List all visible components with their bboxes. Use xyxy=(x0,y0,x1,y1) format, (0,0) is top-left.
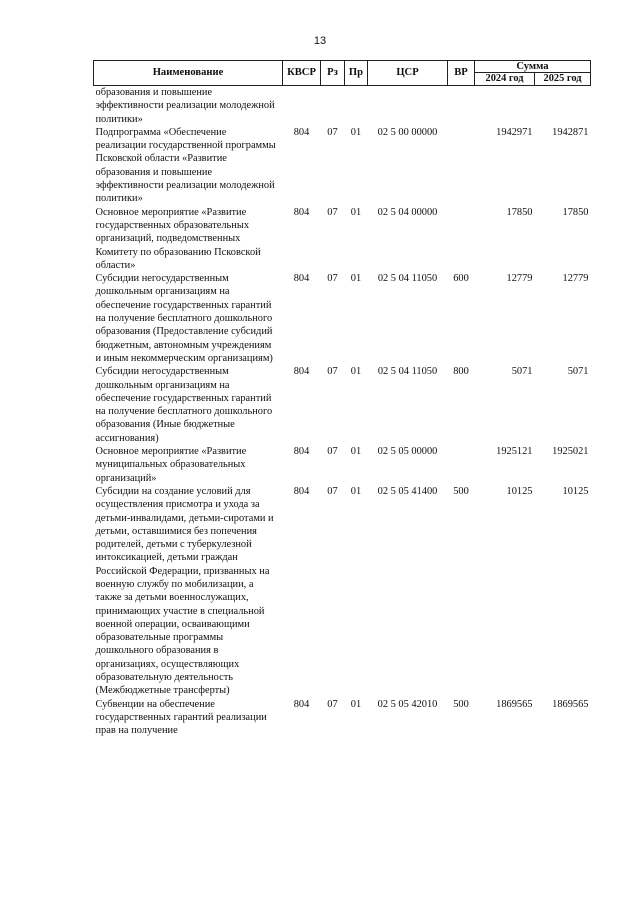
cell-pr: 01 xyxy=(350,698,362,710)
cell-sum-2024: 10125 xyxy=(506,485,533,497)
cell-rz: 07 xyxy=(327,698,338,710)
cell-name: Субсидии негосударственным дошкольным организациям на обеспечение государственных гарантий на получение бесплатного дошкольного образования (Предоставление субсидий бюджетным, автономным учреждениям и иным некоммерческим организациям) xyxy=(95,273,273,364)
table-body xyxy=(94,86,591,738)
header-name: Наименование xyxy=(94,61,283,86)
cell-sum-2025: 1925021 xyxy=(552,446,589,458)
cell-sum-2024: 12779 xyxy=(506,273,533,285)
header-kvsr: КВСР xyxy=(283,61,321,86)
cell-pr: 01 xyxy=(350,126,362,138)
cell-sum-2024: 1942971 xyxy=(496,126,533,138)
header-year-2024: 2024 год xyxy=(475,73,535,86)
cell-rz: 07 xyxy=(327,206,338,218)
cell-sum-2024: 17850 xyxy=(506,206,533,218)
page-number: 13 xyxy=(313,35,327,47)
cell-vr: 500 xyxy=(453,698,469,710)
header-pr: Пр xyxy=(345,61,368,86)
cell-name: образования и повышение эффективности реализации молодежной политики» xyxy=(95,87,275,125)
cell-vr xyxy=(448,445,475,485)
cell-rz: 07 xyxy=(327,446,338,458)
header-year-2025: 2025 год xyxy=(535,73,591,86)
table-row xyxy=(94,86,591,126)
cell-sum-2025: 1942871 xyxy=(552,126,589,138)
cell-rz: 07 xyxy=(327,126,338,138)
cell-csr: 02 5 05 00000 xyxy=(377,446,438,458)
cell-vr: 500 xyxy=(453,485,469,497)
cell-pr: 01 xyxy=(350,273,362,285)
cell-vr: 600 xyxy=(453,273,469,285)
table-row xyxy=(94,445,591,485)
cell-vr xyxy=(448,206,475,272)
cell-rz: 07 xyxy=(327,273,338,285)
cell-sum-2024: 1869565 xyxy=(496,698,533,710)
cell-pr: 01 xyxy=(350,446,362,458)
budget-table xyxy=(93,60,591,738)
cell-pr: 01 xyxy=(350,366,362,378)
cell-csr: 02 5 04 11050 xyxy=(377,273,438,285)
cell-name: Основное мероприятие «Развитие муниципальных образовательных организаций» xyxy=(95,446,247,484)
cell-kvsr: 804 xyxy=(293,366,310,378)
header-rz: Рз xyxy=(321,61,345,86)
cell-sum-2025: 10125 xyxy=(562,485,589,497)
cell-rz xyxy=(321,86,345,126)
cell-name: Основное мероприятие «Развитие государственных образовательных организаций, подведомственных Комитету по образованию Псковской области» xyxy=(95,206,261,271)
cell-pr xyxy=(345,86,368,126)
cell-name: Субсидии на создание условий для осуществления присмотра и ухода за детьми-инвалидами, детьми-сиротами и детьми, оставшимися без попечения родителей, детьми с туберкулезной интоксикацией, детьми граждан Российской Федерации, призванных на военную службу по мобилизации, а также за детьми военнослужащих, принимающих участие в специальной военной операции, осваивающими образовательные программы дошкольного образования в организациях, осуществляющих образовательную деятельность (Межбюджетные трансферты) xyxy=(95,485,274,697)
table-row xyxy=(94,485,591,698)
cell-kvsr xyxy=(283,86,321,126)
cell-sum-2025: 1869565 xyxy=(552,698,589,710)
table-row xyxy=(94,206,591,272)
cell-sum-2025: 5071 xyxy=(567,366,589,378)
table-row xyxy=(94,365,591,445)
table-header xyxy=(94,61,591,86)
cell-csr: 02 5 04 00000 xyxy=(377,206,438,218)
cell-kvsr: 804 xyxy=(293,698,310,710)
header-csr: ЦСР xyxy=(368,61,448,86)
cell-kvsr: 804 xyxy=(293,206,310,218)
cell-sum-2024: 1925121 xyxy=(496,446,533,458)
cell-rz: 07 xyxy=(327,485,338,497)
header-sum: Сумма xyxy=(475,61,591,73)
cell-kvsr: 804 xyxy=(293,126,310,138)
cell-sum-2025 xyxy=(535,86,591,126)
cell-csr: 02 5 00 00000 xyxy=(377,126,438,138)
cell-kvsr: 804 xyxy=(293,273,310,285)
cell-rz: 07 xyxy=(327,366,338,378)
header-vr: ВР xyxy=(448,61,475,86)
cell-vr xyxy=(448,126,475,206)
cell-csr: 02 5 04 11050 xyxy=(377,366,438,378)
cell-sum-2025: 12779 xyxy=(562,273,589,285)
cell-vr xyxy=(448,86,475,126)
cell-csr: 02 5 05 41400 xyxy=(377,485,438,497)
cell-sum-2024: 5071 xyxy=(511,366,533,378)
cell-pr: 01 xyxy=(350,485,362,497)
cell-csr xyxy=(368,86,448,126)
cell-pr: 01 xyxy=(350,206,362,218)
cell-kvsr: 804 xyxy=(293,446,310,458)
table-row xyxy=(94,126,591,206)
cell-kvsr: 804 xyxy=(293,485,310,497)
cell-name: Субсидии негосударственным дошкольным организациям на обеспечение государственных гарантий на получение бесплатного дошкольного образования (Иные бюджетные ассигнования) xyxy=(95,366,273,444)
cell-sum-2024 xyxy=(475,86,535,126)
table-row xyxy=(94,272,591,365)
cell-csr: 02 5 05 42010 xyxy=(377,698,438,710)
cell-sum-2025: 17850 xyxy=(562,206,589,218)
cell-vr: 800 xyxy=(453,366,469,378)
cell-name: Подпрограмма «Обеспечение реализации государственной программы Псковской области «Развитие образования и повышение эффективности реализации молодежной политики» xyxy=(95,126,276,205)
table-row xyxy=(94,698,591,738)
cell-name: Субвенции на обеспечение государственных гарантий реализации прав на получение xyxy=(95,698,267,737)
